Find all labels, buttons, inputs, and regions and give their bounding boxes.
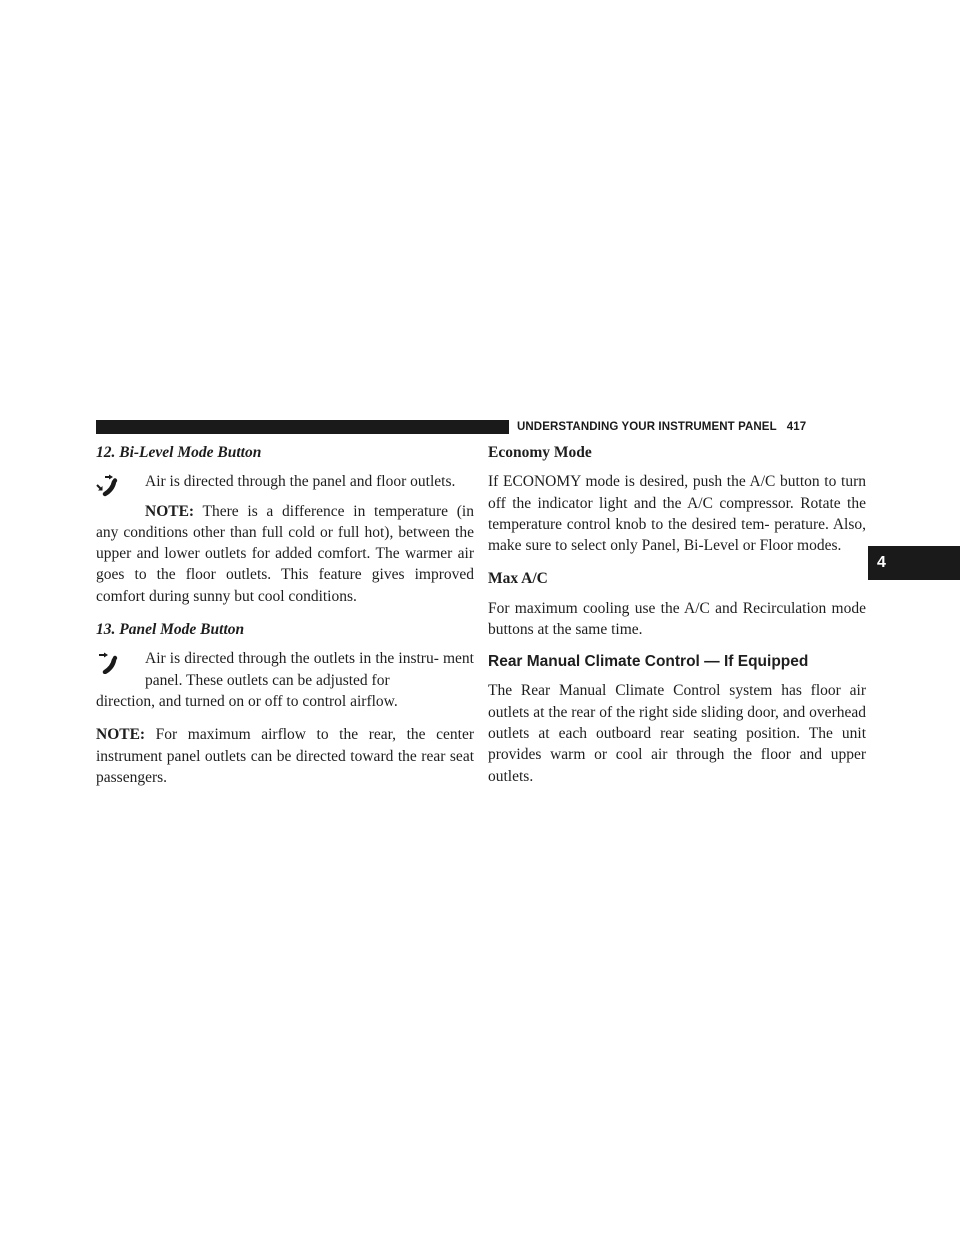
economy-body: If ECONOMY mode is desired, push the A/C button to turn off the indicator light and the A/C compressor. Rotate the temperature control knob to the desired tem- perature. Also, make sure to select only Panel, Bi-Level or Floor modes. (488, 473, 866, 555)
bilevel-note-line1 (96, 501, 474, 522)
panel-body-indented: Air is directed through the outlets in the instru- ment panel. These outlets can be adjusted for (145, 650, 474, 689)
economy-heading: Economy Mode (488, 444, 592, 461)
bilevel-section (96, 471, 474, 607)
right-column (488, 442, 866, 787)
running-header (517, 419, 806, 435)
maxac-heading: Max A/C (488, 570, 548, 588)
page-number: 417 (786, 421, 807, 433)
panel-heading: 13. Panel Mode Button (96, 621, 245, 639)
chapter-tab: 4 (868, 546, 960, 580)
rear-airflow-note (96, 724, 474, 788)
bilevel-heading: 12. Bi-Level Mode Button (96, 444, 262, 461)
panel-section (96, 648, 474, 712)
panel-airflow-icon (96, 650, 118, 674)
rear-note-label: NOTE: (96, 726, 146, 744)
left-column (96, 442, 474, 788)
bilevel-note-rest: any conditions other than full cold or full hot), between the upper and lower outlets for added comfort. The warmer air goes to the floor outlets. This feature gives improved comfort during sunny but cool conditions. (96, 523, 474, 605)
rear-climate-body: The Rear Manual Climate Control system has floor air outlets at the rear of the right side sliding door, and overhead outlets at each outboard rear seating position. The unit provides warm or cool air through the floor and upper outlets. (488, 682, 866, 785)
rear-climate-heading: Rear Manual Climate Control — If Equipped (488, 653, 809, 671)
bilevel-body: Air is directed through the panel and floor outlets. (145, 473, 456, 491)
bilevel-note-line1-text: There is a difference in temperature (in (202, 502, 474, 520)
bilevel-airflow-icon (96, 473, 118, 497)
rear-note-text: For maximum airflow to the rear, the center instrument panel outlets can be directed toward the rear seat passengers. (96, 726, 474, 786)
running-title: UNDERSTANDING YOUR INSTRUMENT PANEL (517, 421, 777, 433)
header-rule (96, 420, 509, 434)
maxac-body: For maximum cooling use the A/C and Recirculation mode buttons at the same time. (488, 599, 866, 639)
panel-body-rest: direction, and turned on or off to control airflow. (96, 692, 398, 710)
bilevel-note-label: NOTE: (145, 502, 195, 520)
